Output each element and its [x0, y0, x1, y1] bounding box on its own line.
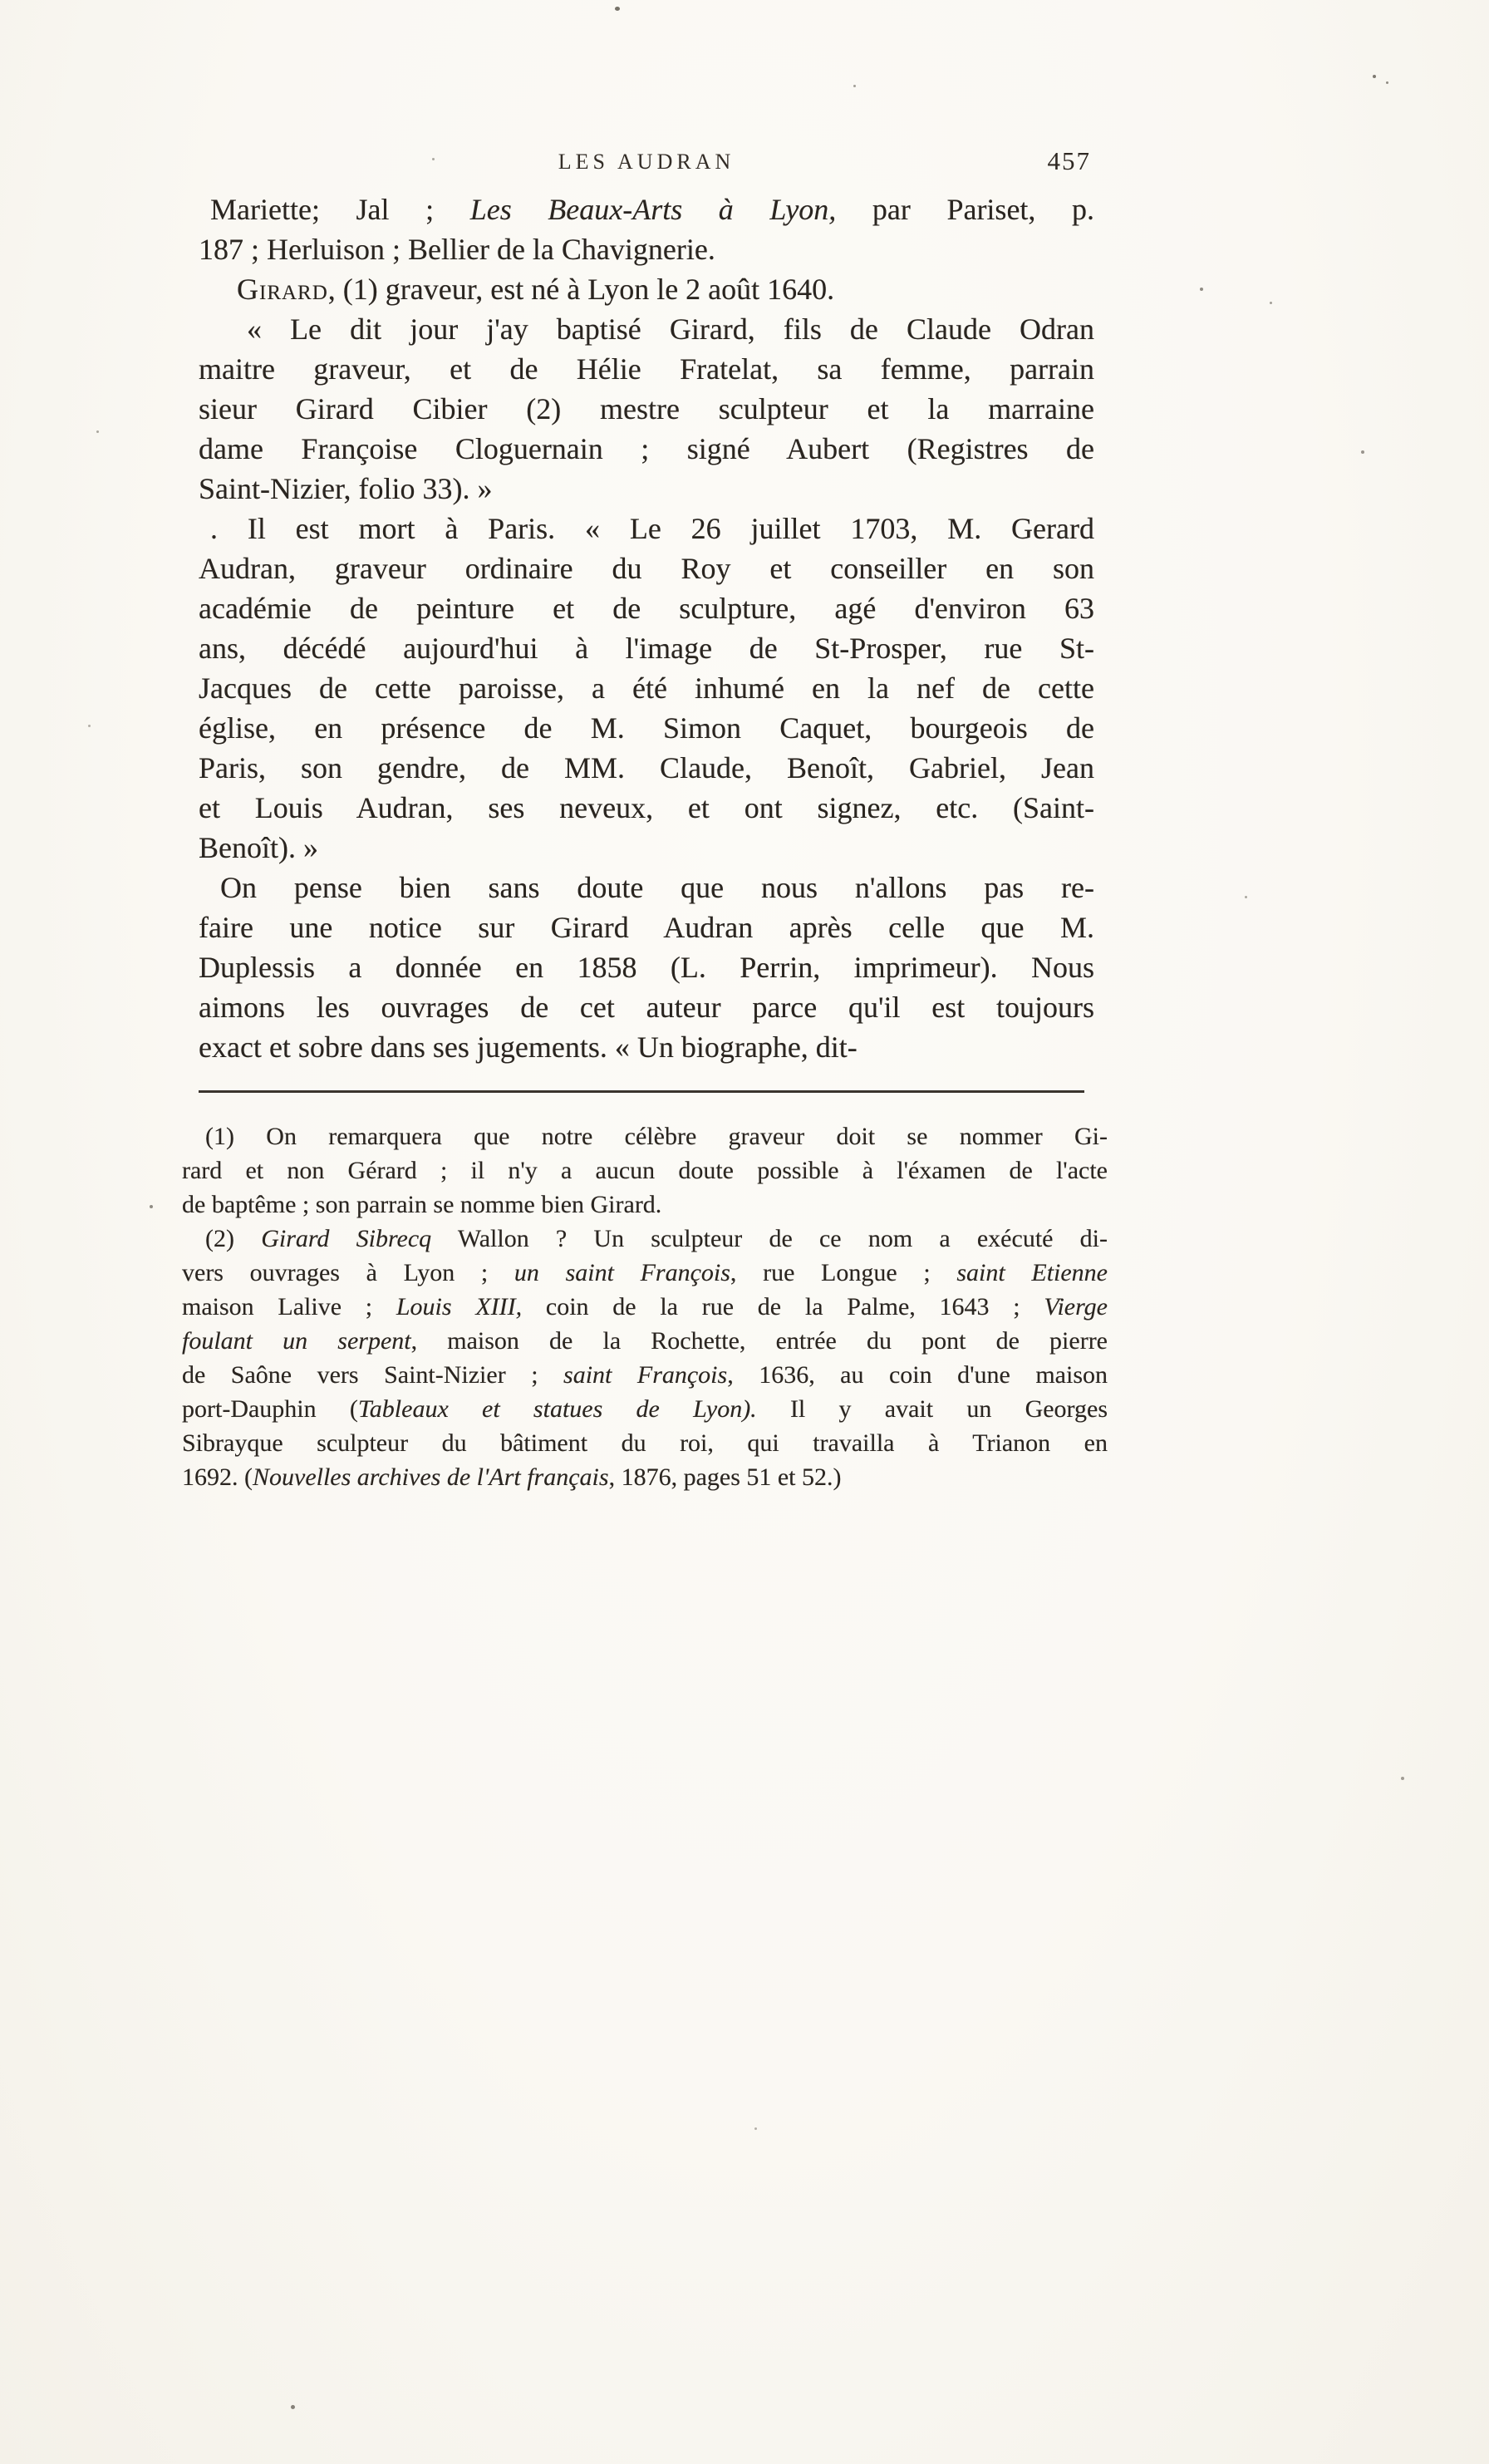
- text-segment: (1) On remarquera que notre célèbre graveur doit se nommer Gi-: [205, 1123, 1108, 1150]
- footnote-line: [182, 1290, 1108, 1324]
- footnote-separator: [199, 1090, 1084, 1093]
- text-segment: coin de la rue de la Palme, 1643 ;: [522, 1293, 1044, 1321]
- text-segment: Audran, graveur ordinaire du Roy et conseiller en son: [199, 552, 1094, 585]
- main-text: [199, 189, 1094, 1067]
- footnote-line: [182, 1222, 1108, 1256]
- text-segment: « Le dit jour j'ay baptisé Girard, fils de Claude Odran: [247, 312, 1094, 346]
- footnote-line: [182, 1426, 1108, 1460]
- text-segment: On pense bien sans doute que nous n'allons pas re-: [220, 871, 1094, 904]
- text-segment: Duplessis a donnée en 1858 (L. Perrin, imprimeur). Nous: [199, 951, 1094, 984]
- text-segment: Il y avait un Georges: [756, 1395, 1108, 1423]
- footnote-line: [182, 1188, 1108, 1222]
- italic-text-segment: saint Etienne: [956, 1259, 1108, 1286]
- text-line: [199, 509, 1094, 548]
- text-segment: église, en présence de M. Simon Caquet, bourgeois de: [199, 711, 1094, 745]
- text-line: [199, 349, 1094, 389]
- text-segment: port-Dauphin (: [182, 1395, 358, 1423]
- text-segment: , rue Longue ;: [730, 1259, 957, 1286]
- text-segment: , (1) graveur, est né à Lyon le 2 août 1640.: [327, 273, 835, 306]
- italic-text-segment: un saint François: [514, 1259, 730, 1286]
- text-segment: maitre graveur, et de Hélie Fratelat, sa femme, parrain: [199, 352, 1094, 386]
- footnote-line: [182, 1153, 1108, 1188]
- italic-text-segment: Nouvelles archives de l'Art français: [253, 1463, 609, 1491]
- text-line: [199, 828, 1094, 868]
- scan-speck: [96, 430, 99, 433]
- text-segment: , 1636, au coin d'une maison: [727, 1361, 1108, 1389]
- scan-speck: [1200, 288, 1203, 291]
- scan-speck: [88, 725, 91, 727]
- text-segment: et Louis Audran, ses neveux, et ont signez, etc. (Saint-: [199, 791, 1094, 824]
- scan-speck: [1386, 81, 1388, 84]
- text-segment: rard et non Gérard ; il n'y a aucun doute possible à l'éxamen de l'acte: [182, 1157, 1108, 1184]
- text-segment: de baptême ; son parrain se nomme bien Girard.: [182, 1191, 662, 1218]
- text-segment: maison Lalive ;: [182, 1293, 396, 1321]
- text-line: [199, 708, 1094, 748]
- text-line: [199, 189, 1094, 229]
- footnote-line: [182, 1460, 1108, 1494]
- footnote-line: [182, 1119, 1108, 1153]
- text-segment: Jacques de cette paroisse, a été inhumé en la nef de cette: [199, 671, 1094, 705]
- text-line: [199, 469, 1094, 509]
- text-segment: académie de peinture et de sculpture, agé d'environ 63: [199, 592, 1094, 625]
- text-segment: aimons les ouvrages de cet auteur parce qu'il est toujours: [199, 991, 1094, 1024]
- scan-speck: [291, 2405, 295, 2409]
- italic-text-segment: Tableaux et statues de Lyon).: [357, 1395, 757, 1423]
- scan-speck: [1361, 450, 1364, 454]
- text-line: [199, 588, 1094, 628]
- scan-speck: [1270, 302, 1272, 304]
- footnote-line: [182, 1392, 1108, 1426]
- text-line: [199, 628, 1094, 668]
- text-line: [199, 987, 1094, 1027]
- text-segment: . Il est mort à Paris. « Le 26 juillet 1703, M. Gerard: [210, 512, 1094, 545]
- text-segment: 187 ; Herluison ; Bellier de la Chavignerie.: [199, 233, 715, 266]
- text-segment: Wallon ? Un sculpteur de ce nom a exécuté di-: [431, 1225, 1108, 1252]
- footnotes: [182, 1119, 1108, 1494]
- scan-speck: [150, 1205, 153, 1208]
- italic-text-segment: Les Beaux-Arts à Lyon,: [469, 193, 837, 226]
- italic-text-segment: foulant un serpent: [182, 1327, 411, 1355]
- text-line: [199, 229, 1094, 269]
- text-line: [199, 1027, 1094, 1067]
- text-segment: Sibrayque sculpteur du bâtiment du roi, qui travailla à Trianon en: [182, 1429, 1108, 1457]
- italic-text-segment: Vierge: [1044, 1293, 1108, 1321]
- italic-text-segment: saint François: [563, 1361, 728, 1389]
- page-header: [199, 146, 1094, 181]
- text-segment: , 1876, pages 51 et 52.): [608, 1463, 842, 1491]
- text-segment: , maison de la Rochette, entrée du pont de pierre: [410, 1327, 1108, 1355]
- footnote-line: [182, 1358, 1108, 1392]
- page-number: 457: [1047, 146, 1091, 175]
- text-line: [199, 389, 1094, 429]
- text-segment: vers ouvrages à Lyon ;: [182, 1259, 514, 1286]
- text-line: [199, 868, 1094, 907]
- text-segment: de Saône vers Saint-Nizier ;: [182, 1361, 564, 1389]
- italic-text-segment: Louis XIII,: [396, 1293, 523, 1321]
- scan-speck: [754, 2127, 757, 2130]
- text-line: [199, 548, 1094, 588]
- text-line: [199, 748, 1094, 788]
- running-header-title: LES AUDRAN: [558, 150, 735, 174]
- scan-speck: [853, 85, 856, 87]
- text-line: [199, 429, 1094, 469]
- text-segment: Paris, son gendre, de MM. Claude, Benoît, Gabriel, Jean: [199, 751, 1094, 784]
- scan-speck: [432, 158, 435, 160]
- text-segment: dame Françoise Cloguernain ; signé Aubert (Registres de: [199, 432, 1094, 465]
- footnote-line: [182, 1324, 1108, 1358]
- text-segment: sieur Girard Cibier (2) mestre sculpteur et la marraine: [199, 392, 1094, 425]
- scan-speck: [1373, 75, 1376, 78]
- text-segment: Saint-Nizier, folio 33). »: [199, 472, 493, 505]
- scan-speck: [1401, 1777, 1404, 1780]
- text-line: [199, 309, 1094, 349]
- scan-speck: [1245, 896, 1247, 898]
- text-segment: Mariette; Jal ;: [210, 193, 470, 226]
- text-line: [199, 788, 1094, 828]
- footnote-line: [182, 1256, 1108, 1290]
- text-line: [199, 668, 1094, 708]
- text-segment: (2): [205, 1225, 262, 1252]
- text-segment: exact et sobre dans ses jugements. « Un biographe, dit-: [199, 1030, 858, 1064]
- text-line: [199, 269, 1094, 309]
- text-segment: par Pariset, p.: [836, 193, 1094, 226]
- text-segment: 1692. (: [182, 1463, 253, 1491]
- text-segment: ans, décédé aujourd'hui à l'image de St-Prosper, rue St-: [199, 632, 1094, 665]
- scan-speck: [615, 7, 620, 11]
- text-segment: Benoît). »: [199, 831, 318, 864]
- italic-text-segment: Girard Sibrecq: [261, 1225, 432, 1252]
- text-line: [199, 907, 1094, 947]
- text-line: [199, 947, 1094, 987]
- smallcaps-text-segment: Girard: [237, 273, 328, 306]
- text-column: [182, 146, 1108, 1494]
- text-segment: faire une notice sur Girard Audran après celle que M.: [199, 911, 1094, 944]
